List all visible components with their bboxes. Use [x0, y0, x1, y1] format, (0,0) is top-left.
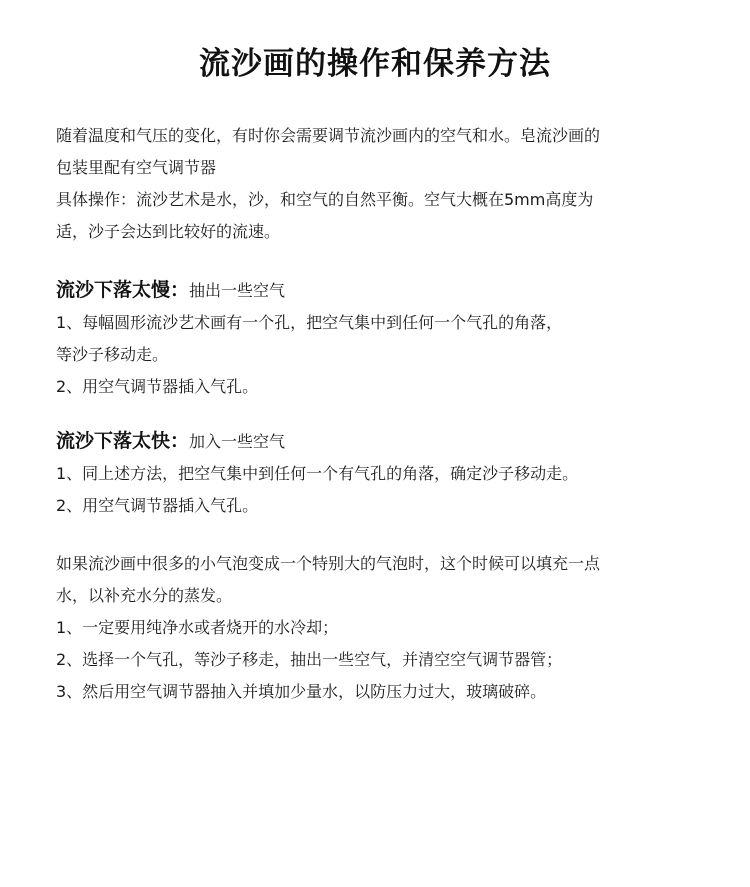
slow-step: 1、每幅圆形流沙艺术画有一个孔，把空气集中到任何一个气孔的角落，: [56, 313, 563, 332]
bubbles-section: [56, 548, 716, 708]
slow-step: 2、用空气调节器插入气孔。: [56, 377, 259, 396]
slow-section: [56, 274, 716, 403]
fast-heading: [56, 425, 716, 458]
fast-heading-action: 加入一些空气: [189, 432, 286, 451]
fast-heading-title: 流沙下落太快：: [56, 430, 190, 452]
intro-section: [56, 120, 716, 248]
article-body: [56, 120, 716, 708]
fast-step: 1、同上述方法，把空气集中到任何一个有气孔的角落，确定沙子移动走。: [56, 464, 579, 483]
slow-step: 等沙子移动走。: [56, 345, 169, 364]
intro-line: 随着温度和气压的变化，有时你会需要调节流沙画内的空气和水。皂流沙画的: [56, 126, 601, 145]
page-title: 流沙画的操作和保养方法: [199, 46, 551, 82]
bubbles-step: 1、一定要用纯净水或者烧开的水冷却；: [56, 618, 339, 637]
bubbles-line: 水，以补充水分的蒸发。: [56, 586, 233, 605]
bubbles-step: 3、然后用空气调节器抽入并填加少量水，以防压力过大，玻璃破碎。: [56, 682, 547, 701]
fast-step: 2、用空气调节器插入气孔。: [56, 496, 259, 515]
bubbles-line: 如果流沙画中很多的小气泡变成一个特别大的气泡时，这个时候可以填充一点: [56, 554, 601, 573]
fast-section: [56, 425, 716, 522]
intro-line: 适，沙子会达到比较好的流速。: [56, 222, 281, 241]
intro-line: 包装里配有空气调节器: [56, 158, 217, 177]
intro-line: 具体操作：流沙艺术是水，沙，和空气的自然平衡。空气大概在5mm高度为: [56, 190, 594, 209]
bubbles-step: 2、选择一个气孔，等沙子移走，抽出一些空气，并清空空气调节器管；: [56, 650, 563, 669]
slow-heading-action: 抽出一些空气: [189, 281, 286, 300]
slow-heading-title: 流沙下落太慢：: [56, 279, 190, 301]
slow-heading: [56, 274, 716, 307]
